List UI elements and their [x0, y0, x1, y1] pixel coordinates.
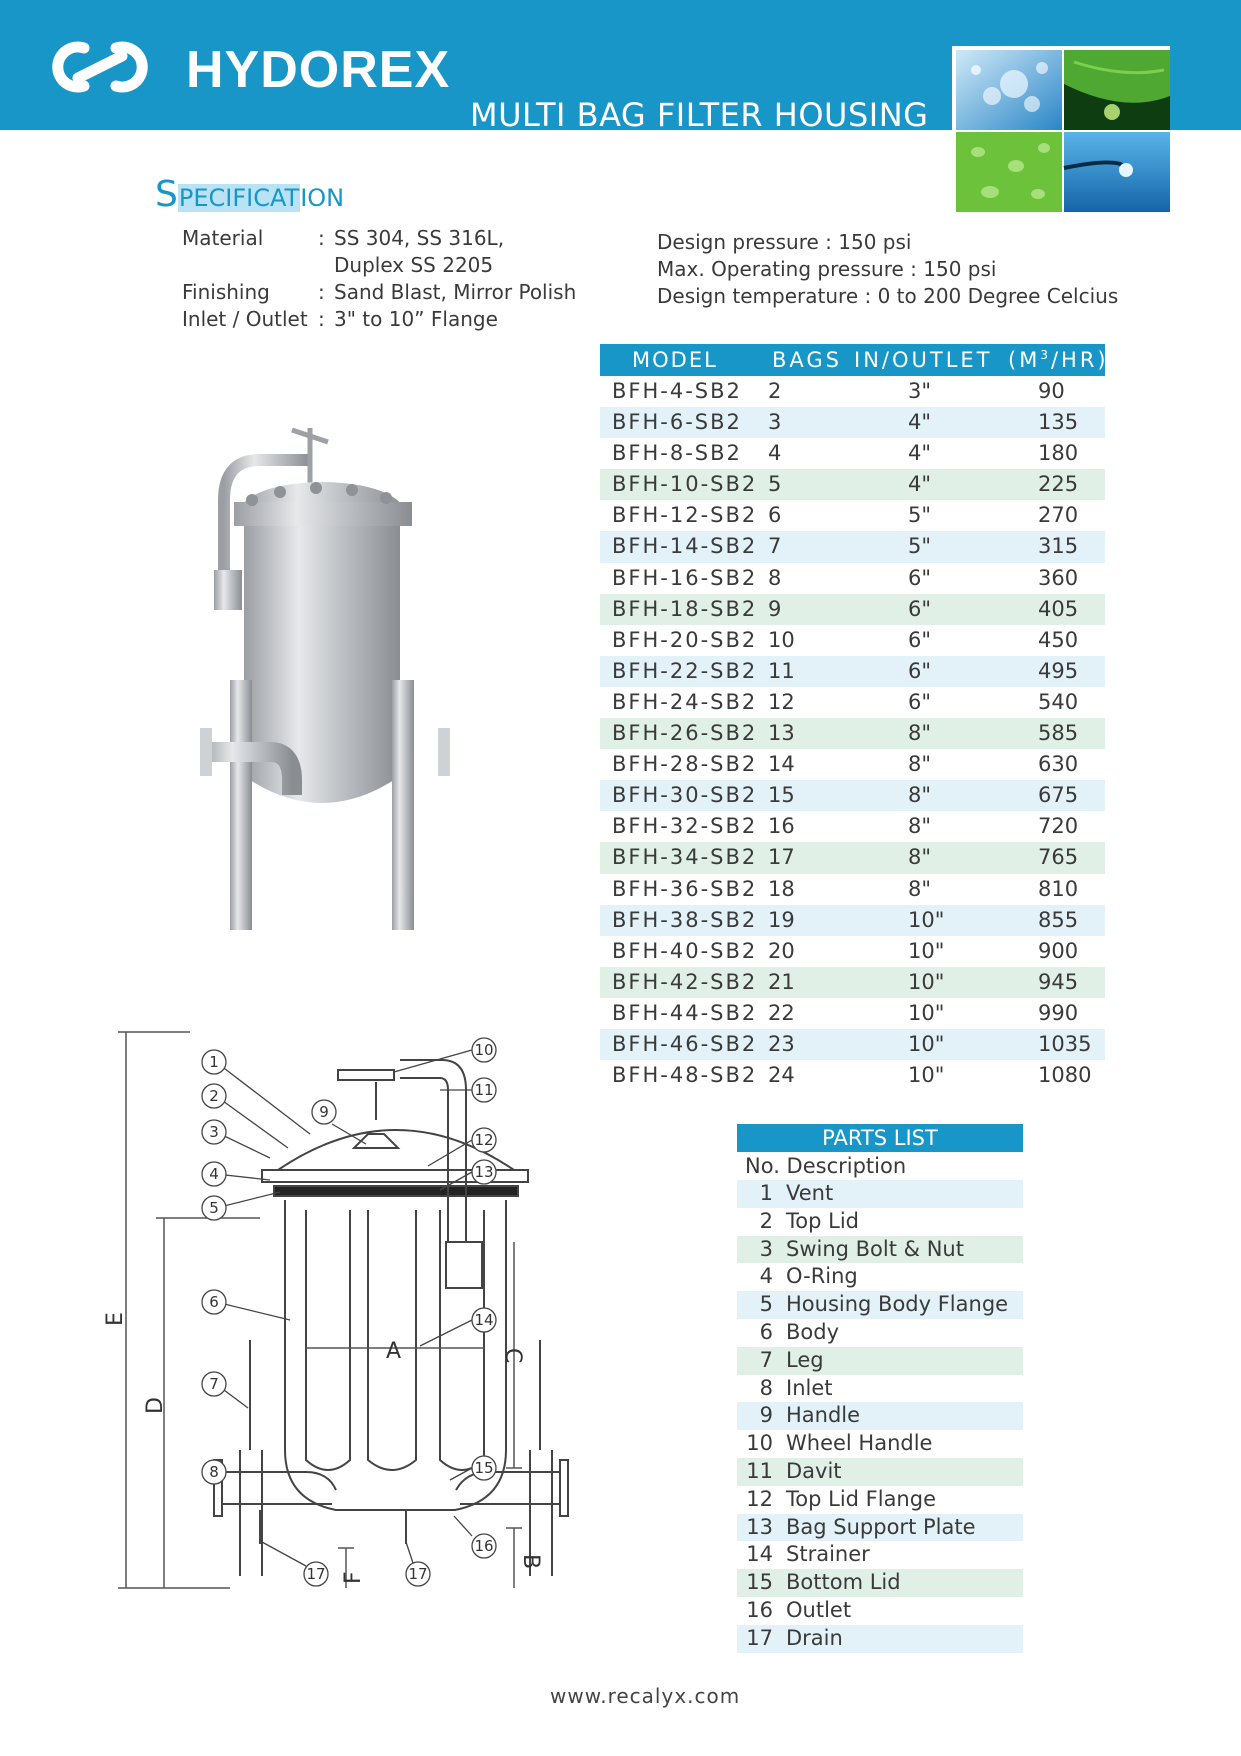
inlet-outlet-cell: 8"	[908, 752, 932, 777]
max-operating-pressure: Max. Operating pressure : 150 psi	[657, 257, 997, 281]
bags-cell: 9	[768, 596, 782, 621]
part-description: Bag Support Plate	[786, 1514, 976, 1539]
list-item	[737, 1375, 1023, 1403]
table-row	[600, 656, 1105, 687]
inlet-outlet-cell: 10"	[908, 938, 945, 963]
table-row	[600, 1060, 1105, 1091]
list-item	[737, 1319, 1023, 1347]
part-number: 15	[746, 1570, 773, 1595]
flow-cell: 900	[1038, 938, 1079, 963]
model-cell: BFH-28-SB2	[612, 752, 758, 777]
model-cell: BFH-16-SB2	[612, 565, 758, 590]
callout-4: 4	[209, 1165, 219, 1183]
bags-cell: 7	[768, 534, 782, 559]
flow-cell: 360	[1038, 565, 1079, 590]
part-number: 16	[746, 1597, 773, 1622]
model-cell: BFH-34-SB2	[612, 845, 758, 870]
part-description: Drain	[786, 1625, 843, 1650]
table-row	[600, 407, 1105, 438]
part-number: 4	[759, 1264, 773, 1289]
part-description: O-Ring	[786, 1264, 858, 1289]
part-description: Handle	[786, 1403, 861, 1428]
specification-heading: SPECIFICATION	[155, 174, 345, 215]
model-table-body	[600, 376, 1105, 1091]
part-description: Inlet	[786, 1375, 833, 1400]
brand-name: HYDOREX	[186, 41, 451, 99]
callout-14: 14	[474, 1311, 494, 1329]
spec-label-inlet-outlet: Inlet / Outlet	[182, 307, 308, 331]
part-description: Strainer	[786, 1542, 870, 1567]
water-droplets-leaf-photo	[956, 132, 1062, 212]
table-row	[600, 842, 1105, 873]
list-item	[737, 1625, 1023, 1653]
inlet-outlet-cell: 8"	[908, 814, 932, 839]
list-item	[737, 1291, 1023, 1319]
flow-cell: 990	[1038, 1000, 1079, 1025]
table-row	[600, 563, 1105, 594]
model-cell: BFH-12-SB2	[612, 503, 758, 528]
part-description: Vent	[786, 1181, 834, 1205]
spec-label-finishing: Finishing	[182, 280, 270, 304]
flow-cell: 675	[1038, 783, 1079, 808]
parts-list-subheader: No. Description	[745, 1154, 907, 1178]
table-row	[600, 687, 1105, 718]
inlet-outlet-cell: 8"	[908, 845, 932, 870]
header-flow: $(M^3/HR)$	[1008, 348, 1109, 372]
photo-grid	[952, 46, 1170, 214]
model-cell: BFH-40-SB2	[612, 938, 758, 963]
table-row	[600, 625, 1105, 656]
inlet-outlet-cell: 6"	[908, 658, 932, 683]
flow-cell: 315	[1038, 534, 1079, 559]
table-row	[600, 500, 1105, 531]
flow-cell: 540	[1038, 689, 1079, 714]
callout-6: 6	[209, 1293, 219, 1311]
callout-2: 2	[209, 1087, 219, 1105]
part-description: Leg	[786, 1347, 824, 1372]
model-cell: BFH-42-SB2	[612, 969, 758, 994]
table-row	[600, 998, 1105, 1029]
flow-cell: 810	[1038, 876, 1079, 901]
parts-list	[737, 1124, 1023, 1653]
flow-cell: 225	[1038, 472, 1079, 497]
part-description: Body	[786, 1319, 840, 1344]
table-row	[600, 718, 1105, 749]
part-number: 8	[759, 1375, 773, 1400]
bags-cell: 22	[768, 1000, 795, 1025]
part-number: 5	[759, 1292, 773, 1317]
model-cell: BFH-14-SB2	[612, 534, 758, 559]
spec-value-inlet-outlet: 3" to 10” Flange	[334, 307, 498, 331]
spec-value-material: SS 304, SS 316L,	[334, 226, 505, 250]
model-cell: BFH-6-SB2	[612, 410, 742, 435]
bags-cell: 23	[768, 1031, 795, 1056]
part-number: 6	[759, 1319, 773, 1344]
spec-value-material-2: Duplex SS 2205	[334, 253, 494, 277]
part-description: Top Lid	[786, 1208, 859, 1233]
part-description: Outlet	[786, 1597, 852, 1622]
header-bags: BAGS	[772, 348, 843, 372]
inlet-outlet-cell: 8"	[908, 721, 932, 746]
flow-cell: 135	[1038, 410, 1079, 435]
list-item	[737, 1347, 1023, 1375]
part-number: 3	[759, 1236, 773, 1261]
header-model: MODEL	[632, 348, 718, 372]
callout-7: 7	[209, 1375, 219, 1393]
bags-cell: 6	[768, 503, 782, 528]
model-table	[600, 344, 1109, 1091]
spec-value-finishing: Sand Blast, Mirror Polish	[334, 280, 577, 304]
inlet-outlet-cell: 4"	[908, 441, 932, 466]
part-description: Swing Bolt & Nut	[786, 1236, 964, 1261]
inlet-outlet-cell: 5"	[908, 534, 932, 559]
callout-5: 5	[209, 1199, 219, 1217]
callout-3: 3	[209, 1123, 219, 1141]
list-item	[737, 1514, 1023, 1542]
table-row	[600, 376, 1105, 407]
spec-colon: :	[318, 226, 325, 250]
part-number: 17	[746, 1625, 773, 1650]
water-bubbles-photo	[956, 50, 1062, 130]
list-item	[737, 1486, 1023, 1514]
design-temperature: Design temperature : 0 to 200 Degree Celcius	[657, 284, 1119, 308]
flow-cell: 585	[1038, 721, 1079, 746]
bags-cell: 4	[768, 441, 782, 466]
inlet-outlet-cell: 8"	[908, 783, 932, 808]
callout-8: 8	[209, 1463, 219, 1481]
model-cell: BFH-36-SB2	[612, 876, 758, 901]
bags-cell: 3	[768, 410, 782, 435]
part-number: 13	[746, 1514, 773, 1539]
table-row	[600, 967, 1105, 998]
bags-cell: 21	[768, 969, 795, 994]
bags-cell: 8	[768, 565, 782, 590]
part-description: Top Lid Flange	[786, 1486, 936, 1511]
table-row	[600, 1029, 1105, 1060]
dimension-e-label: E	[103, 1312, 128, 1326]
part-number: 12	[746, 1486, 773, 1511]
bags-cell: 24	[768, 1063, 795, 1088]
callout-10: 10	[474, 1041, 494, 1059]
bags-cell: 17	[768, 845, 795, 870]
design-pressure: Design pressure : 150 psi	[657, 230, 912, 254]
dimension-f-label: F	[341, 1571, 366, 1584]
page-title: MULTI BAG FILTER HOUSING	[470, 96, 929, 134]
model-cell: BFH-38-SB2	[612, 907, 758, 932]
model-cell: BFH-44-SB2	[612, 1000, 758, 1025]
model-cell: BFH-4-SB2	[612, 379, 742, 403]
model-cell: BFH-46-SB2	[612, 1031, 758, 1056]
inlet-outlet-cell: 10"	[908, 907, 945, 932]
list-item	[737, 1208, 1023, 1236]
part-number: 2	[759, 1208, 773, 1233]
model-cell: BFH-20-SB2	[612, 627, 758, 652]
inlet-outlet-cell: 10"	[908, 1000, 945, 1025]
inlet-outlet-cell: 6"	[908, 627, 932, 652]
part-number: 1	[759, 1181, 773, 1205]
list-item	[737, 1402, 1023, 1430]
dimension-b-label: B	[518, 1554, 543, 1570]
inlet-outlet-cell: 3"	[908, 379, 932, 403]
part-description: Wheel Handle	[786, 1431, 933, 1456]
bags-cell: 15	[768, 783, 795, 808]
table-row	[600, 438, 1105, 469]
bags-cell: 2	[768, 379, 782, 403]
model-cell: BFH-48-SB2	[612, 1063, 758, 1088]
inlet-outlet-cell: 4"	[908, 472, 932, 497]
flow-cell: 720	[1038, 814, 1079, 839]
model-cell: BFH-30-SB2	[612, 783, 758, 808]
callout-17: 17	[306, 1565, 326, 1583]
list-item	[737, 1263, 1023, 1291]
part-number: 7	[759, 1347, 773, 1372]
technical-drawing	[103, 1020, 580, 1610]
green-leaf-photo	[1064, 50, 1170, 130]
part-number: 9	[759, 1403, 773, 1428]
inlet-outlet-cell: 4"	[908, 410, 932, 435]
part-description: Housing Body Flange	[786, 1292, 1009, 1317]
callout-17: 17	[408, 1565, 428, 1583]
model-cell: BFH-22-SB2	[612, 658, 758, 683]
list-item	[737, 1597, 1023, 1625]
inlet-outlet-cell: 6"	[908, 689, 932, 714]
bags-cell: 13	[768, 721, 795, 746]
callout-13: 13	[474, 1163, 494, 1181]
bags-cell: 11	[768, 658, 795, 683]
table-row	[600, 874, 1105, 905]
table-row	[600, 594, 1105, 625]
bags-cell: 14	[768, 752, 795, 777]
flow-cell: 630	[1038, 752, 1079, 777]
list-item	[737, 1458, 1023, 1486]
callout-11: 11	[474, 1081, 494, 1099]
flow-cell: 1080	[1038, 1063, 1092, 1088]
table-row	[600, 936, 1105, 967]
model-table-header	[600, 344, 1109, 376]
table-row	[600, 469, 1105, 500]
dimension-d-label: D	[143, 1397, 168, 1414]
list-item	[737, 1236, 1023, 1264]
part-description: Davit	[786, 1458, 842, 1483]
inlet-outlet-cell: 10"	[908, 1031, 945, 1056]
inlet-outlet-cell: 10"	[908, 969, 945, 994]
parts-list-body	[737, 1180, 1023, 1653]
flow-cell: 1035	[1038, 1031, 1092, 1056]
callout-1: 1	[209, 1053, 219, 1071]
flow-cell: 945	[1038, 969, 1079, 994]
inlet-outlet-cell: 6"	[908, 596, 932, 621]
bags-cell: 16	[768, 814, 795, 839]
part-number: 10	[746, 1431, 773, 1456]
bags-cell: 5	[768, 472, 782, 497]
list-item	[737, 1180, 1023, 1208]
model-cell: BFH-24-SB2	[612, 689, 758, 714]
inlet-outlet-cell: 6"	[908, 565, 932, 590]
header-inlet-outlet: IN/OUTLET	[854, 348, 993, 372]
list-item	[737, 1430, 1023, 1458]
dimension-a-label: A	[386, 1339, 402, 1364]
callout-16: 16	[474, 1537, 494, 1555]
part-number: 14	[746, 1542, 773, 1567]
flow-cell: 180	[1038, 441, 1079, 466]
bags-cell: 19	[768, 907, 795, 932]
table-row	[600, 780, 1105, 811]
part-number: 11	[746, 1458, 773, 1483]
list-item	[737, 1541, 1023, 1569]
bags-cell: 10	[768, 627, 795, 652]
callout-9: 9	[319, 1103, 329, 1121]
callout-15: 15	[474, 1459, 494, 1477]
bags-cell: 12	[768, 689, 795, 714]
bags-cell: 20	[768, 938, 795, 963]
linked-rings-logo-icon	[44, 34, 156, 100]
model-cell: BFH-32-SB2	[612, 814, 758, 839]
flow-cell: 765	[1038, 845, 1079, 870]
model-cell: BFH-26-SB2	[612, 721, 758, 746]
flow-cell: 90	[1038, 379, 1065, 403]
list-item	[737, 1569, 1023, 1597]
dimension-c-label: C	[500, 1348, 525, 1364]
footer-url: www.recalyx.com	[550, 1684, 741, 1708]
table-row	[600, 811, 1105, 842]
water-drop-photo	[1064, 132, 1170, 212]
table-row	[600, 749, 1105, 780]
spec-colon: :	[318, 307, 325, 331]
model-cell: BFH-10-SB2	[612, 472, 758, 497]
table-row	[600, 531, 1105, 562]
inlet-outlet-cell: 5"	[908, 503, 932, 528]
flow-cell: 855	[1038, 907, 1079, 932]
flow-cell: 450	[1038, 627, 1079, 652]
parts-list-title: PARTS LIST	[737, 1124, 1023, 1152]
filter-housing-product-image	[200, 420, 450, 940]
model-cell: BFH-18-SB2	[612, 596, 758, 621]
inlet-outlet-cell: 8"	[908, 876, 932, 901]
inlet-outlet-cell: 10"	[908, 1063, 945, 1088]
flow-cell: 405	[1038, 596, 1079, 621]
spec-colon: :	[318, 280, 325, 304]
flow-cell: 495	[1038, 658, 1079, 683]
table-row	[600, 905, 1105, 936]
flow-cell: 270	[1038, 503, 1079, 528]
model-cell: BFH-8-SB2	[612, 441, 742, 466]
callout-12: 12	[474, 1131, 494, 1149]
spec-label-material: Material	[182, 226, 264, 250]
part-description: Bottom Lid	[786, 1570, 901, 1595]
bags-cell: 18	[768, 876, 795, 901]
